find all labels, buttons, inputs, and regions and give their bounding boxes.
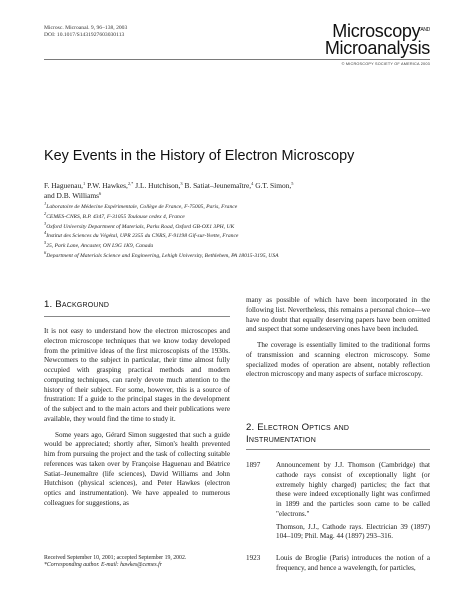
logo-microscopy: Microscopy: [332, 21, 421, 41]
affiliations: [44, 203, 444, 262]
journal-volume-line: Microsc. Microanal. 9, 96–138, 2003: [44, 25, 128, 31]
logo-and: AND: [420, 27, 430, 33]
society-copyright: © MICROSCOPY SOCIETY OF AMERICA 2003: [341, 62, 430, 66]
author: G.T. Simon,: [253, 181, 292, 190]
affiliation: $^5$25, Park Lane, Ancaster, ON L9G 1K9, Canada: [44, 240, 154, 250]
section-rule: [44, 316, 230, 317]
section-heading-background: 1. Background: [44, 299, 110, 310]
author: B. Satiat–Jeunemaître,: [182, 181, 252, 190]
entry-year: 1923: [246, 554, 261, 562]
left-column-text: [44, 327, 230, 509]
author: F. Haguenau,: [44, 181, 84, 190]
entry-text: Announcement by J.J. Thomson (Cambridge) that cathode rays consist of exceptionally light (or extremely highly charged) particles; the fact that these were indeed exceptionally light was confirmed in 1899 and the particles soon came to be called "electrons.": [276, 461, 430, 518]
author: P.W. Hawkes,: [85, 181, 128, 190]
affiliation: $^2$CEMES-CNRS, B.P. 4347, F-31055 Toulouse cedex 4, France: [44, 210, 185, 220]
author: and D.B. Williams: [44, 190, 99, 200]
article-footnotes: [44, 555, 234, 569]
paragraph: many as possible of which have been incorporated in the following list. Nevertheless, this remains a personal choice—we have no doubt that equally deserving papers have been omitted and suspect that some undeserving ones have been included.: [246, 296, 430, 334]
article-title: Key Events in the History of Electron Microscopy: [44, 148, 355, 164]
journal-citation: [44, 25, 127, 39]
received-date: Received September 10, 2001; accepted September 19, 2002.: [44, 555, 187, 561]
affiliation: $^3$Oxford University Department of Materials, Parks Road, Oxford GB-OX1 3PH, UK: [44, 220, 235, 230]
entry-reference: Thomson, J.J., Cathode rays. Electrician 39 (1897) 104–109; Phil. Mag. 44 (1897) 293–316.: [276, 522, 430, 541]
author-line-2: and D.B. Williams$^6$: [44, 190, 102, 200]
section-heading-electron-optics: 2. Electron Optics and Instrumentation: [246, 422, 350, 445]
affiliation: $^1$Laboratoire de Médecine Expérimentale, Collège de France, F-75005, Paris, France: [44, 201, 238, 210]
chronology-entry-1897: [246, 461, 430, 542]
doi-line: DOI: 10.1017/S1431927603030113: [44, 32, 125, 38]
corresponding-author: *Corresponding author. E-mail: hawkes@cemes.fr: [44, 562, 162, 569]
header-rule: [44, 59, 430, 60]
logo-microanalysis: Microanalysis: [324, 38, 430, 58]
paragraph: The coverage is essentially limited to the traditional forms of transmission and scanning electron microscopy. Some specialized modes of operation are absent, notably reflection electron microscopy and many aspects of surface microscopy.: [246, 341, 430, 379]
author: J.L. Hutchison,: [133, 181, 181, 190]
paragraph: Some years ago, Gérard Simon suggested that such a guide would be appreciated; shortly after, Simon's health prevented him from pursuing the project and the task of collecting suitable references was taken over by Françoise Haguenau and Béatrice Satiat–Jeunemaître (life sciences), David Williams and John Hutchison (physical sciences), and Peter Hawkes (electron optics and instrumentation). We have appealed to numerous colleagues for suggestions, as: [44, 430, 230, 507]
affiliation: $^4$Institut des Sciences du Végétal, UPR 2355 du CNRS, F-91198 Gif-sur-Yvette, France: [44, 230, 239, 240]
entry-text: Louis de Broglie (Paris) introduces the notion of a frequency, and hence a wavelength, for particles,: [276, 554, 430, 572]
author-line-1: F. Haguenau,$^1$ P.W. Hawkes,$^{2,*}$ J.L. Hutchison,$^3$ B. Satiat–Jeunemaître,$^4$ G.T. Simon,$^5$: [44, 181, 294, 190]
affiliation: $^6$Department of Materials Science and Engineering, Lehigh University, Bethlehem, PA 18015-3195, USA: [44, 249, 279, 259]
section-rule: [246, 449, 430, 450]
journal-logo: [325, 22, 430, 57]
entry-year: 1897: [246, 461, 261, 469]
chronology-entry-1923: [246, 554, 430, 574]
paragraph: It is not easy to understand how the electron microscopes and electron microscope techniques that we know today developed from the primitive ideas of the first microscopists of the 1930s. Newcomers to the subject in particular, their time almost fully occupied with grasping practical methods and modern computing techniques, can rarely devote much attention to the history of their subject. For some, however, this is a source of frustration: If a guide to the principal stages in the development of the subject and to the main actors and their publications were available, they would find the time to study it.: [44, 327, 230, 423]
right-column-text: [246, 296, 430, 380]
author-list: [44, 181, 434, 200]
